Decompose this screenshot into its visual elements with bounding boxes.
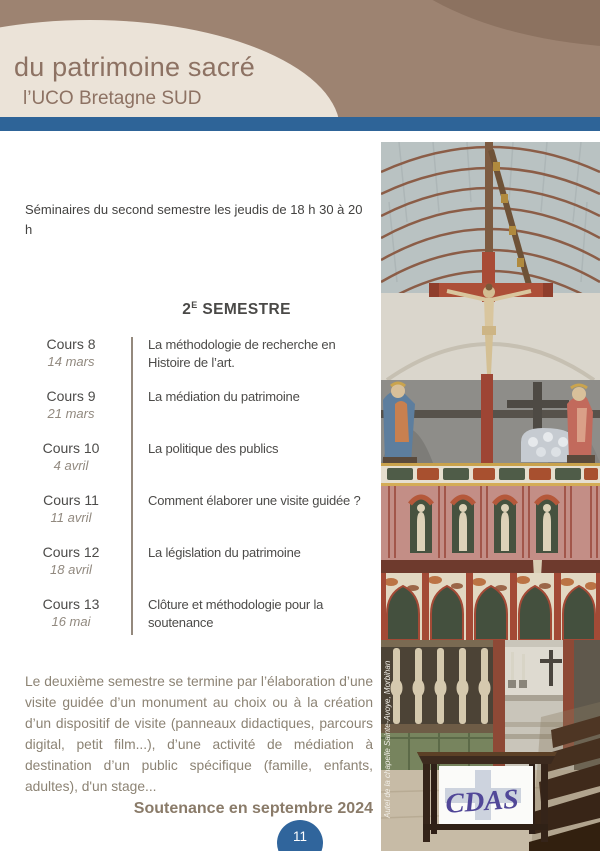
chapel-photo-illustration [381,142,600,851]
table-row [25,491,373,543]
closing-line: Soutenance en septembre 2024 [133,800,373,818]
title-cell [117,387,300,406]
course-title: La méthodologie de recherche en Histoire de l’art. [148,337,336,371]
header-divider-bar [0,117,600,131]
course-cell [25,543,117,578]
table-row [25,439,373,491]
heading-text: SEMESTRE [202,301,291,319]
course-label: Cours 13 [42,596,100,613]
course-label: Cours 12 [42,544,100,561]
title-cell [117,595,360,632]
course-date: 11 avril [50,510,92,526]
course-title: La médiation du patrimoine [148,389,300,405]
table-row [25,335,373,387]
table-row [25,595,373,647]
header-dark-corner-shape [370,0,600,48]
course-title: La législation du patrimoine [148,545,301,561]
course-title: Comment élaborer une visite guidée ? [148,493,361,509]
table-row [25,543,373,595]
title-cell [117,335,360,372]
course-date: 21 mars [47,406,95,422]
heading-number: 2 [182,301,192,319]
chapel-photo [381,142,600,851]
schedule-table [25,335,373,647]
course-cell [25,387,117,422]
course-date: 16 mai [51,614,91,630]
course-label: Cours 10 [42,440,100,457]
course-cell [25,335,117,370]
table-divider-line [131,337,133,635]
course-cell [25,595,117,630]
content-column [25,200,373,818]
course-label: Cours 9 [46,388,96,405]
course-label: Cours 8 [46,336,96,353]
course-cell [25,439,117,474]
page-number-badge: 11 [277,820,323,851]
table-row [25,387,373,439]
page-subtitle: l’UCO Bretagne SUD [23,88,202,109]
photo-caption: Autel de la chapelle Sainte-Avoye, Morbihan [383,660,392,818]
heading-superscript: E [191,300,198,310]
cdas-logo-text: CDAS [444,783,520,820]
title-cell [117,543,301,562]
page-title: du patrimoine sacré [14,52,255,82]
course-title: Clôture et méthodologie pour la soutenance [148,597,324,631]
course-title: La politique des publics [148,441,279,457]
course-cell [25,491,117,526]
title-cell [117,439,278,458]
cdas-logo [439,766,533,824]
intro-line: Séminaires du second semestre les jeudis de 18 h 30 à 20 h [25,202,363,237]
page-header [0,0,600,131]
course-date: 18 avril [50,562,92,578]
course-date: 4 avril [53,458,89,474]
schedule-heading [25,300,373,319]
course-date: 14 mars [47,354,95,370]
course-label: Cours 11 [43,492,99,509]
title-cell [117,491,360,510]
semester-description: Le deuxième semestre se termine par l’élaboration d’une visite guidée d’un monument au choix ou à la création d’un dispositif de visite (panneaux didactiques, parcours digital, petit film...), d’une activité de médiation à destination d’un public spécifique (famille, enfants, adultes), d'un stage... [25,674,373,795]
